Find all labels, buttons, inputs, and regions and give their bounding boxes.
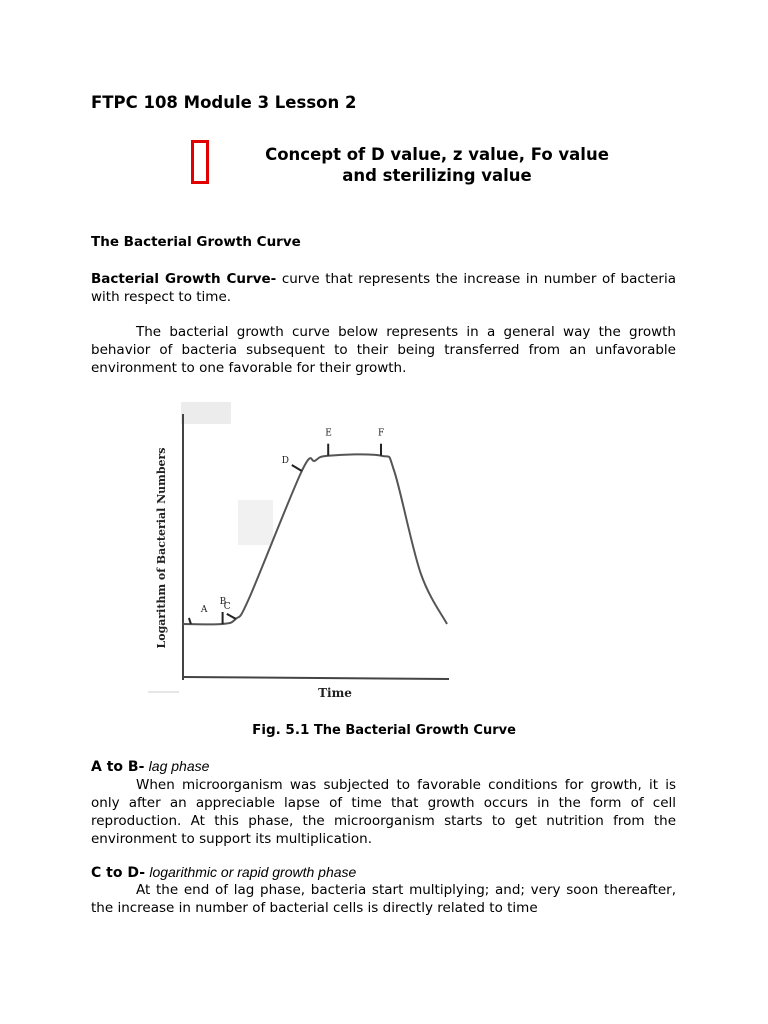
scan-shading	[181, 402, 231, 424]
phase-paragraph-lag: When microorganism was subjected to favorable conditions for growth, it is only after an appreciable lapse of time that growth occurs in the form of cell reproduction. At this phase, the microorganism starts to get nutrition from the environment to support its multiplication.	[91, 777, 676, 847]
section-heading: The Bacterial Growth Curve	[91, 234, 301, 250]
phase-marker-label: E	[325, 428, 332, 439]
x-axis	[183, 677, 449, 679]
concept-title: Concept of D value, z value, Fo value and sterilizing value	[265, 145, 609, 185]
phase-marker-label: D	[281, 456, 290, 466]
definition-text: curve that represents the increase in number of bacteria with respect to time.	[91, 271, 676, 305]
intro-paragraph: The bacterial growth curve below represents in a general way the growth behavior of bacteria subsequent to their being transferred from an unfavorable environment to one favorable for their growth.	[91, 324, 676, 376]
phase-marker-label: B	[219, 597, 227, 607]
phase-label: A to B-	[91, 759, 145, 775]
y-axis-label: Logarithm of Bacterial Numbers	[155, 447, 168, 649]
x-axis-label: Time	[318, 686, 352, 700]
caption-label: Fig. 5.1	[252, 722, 310, 738]
missing-image-placeholder-icon	[191, 140, 209, 184]
scan-shading	[238, 500, 273, 545]
phase-name: logarithmic or rapid growth phase	[149, 864, 357, 880]
phase-marker-tick	[292, 465, 302, 471]
phase-heading-lag	[91, 758, 209, 775]
phase-heading-log	[91, 864, 356, 881]
figure-caption	[0, 722, 768, 738]
phase-name: lag phase	[148, 758, 210, 774]
phase-marker-label: A	[200, 605, 208, 615]
definition-paragraph	[91, 270, 676, 306]
phase-paragraph-log: At the end of lag phase, bacteria start multiplying; and; very soon thereafter, the increase in number of bacterial cells is directly related to time	[91, 882, 676, 916]
phase-label: C to D-	[91, 865, 146, 881]
module-title: FTPC 108 Module 3 Lesson 2	[91, 93, 357, 112]
definition-term: Bacterial Growth Curve-	[91, 271, 277, 287]
caption-text: The Bacterial Growth Curve	[309, 723, 516, 738]
phase-marker-label: F	[378, 428, 385, 439]
phase-marker-label: C	[223, 601, 231, 612]
phase-marker-tick	[227, 614, 236, 619]
growth-curve-figure	[143, 400, 473, 710]
phase-markers	[189, 429, 384, 624]
